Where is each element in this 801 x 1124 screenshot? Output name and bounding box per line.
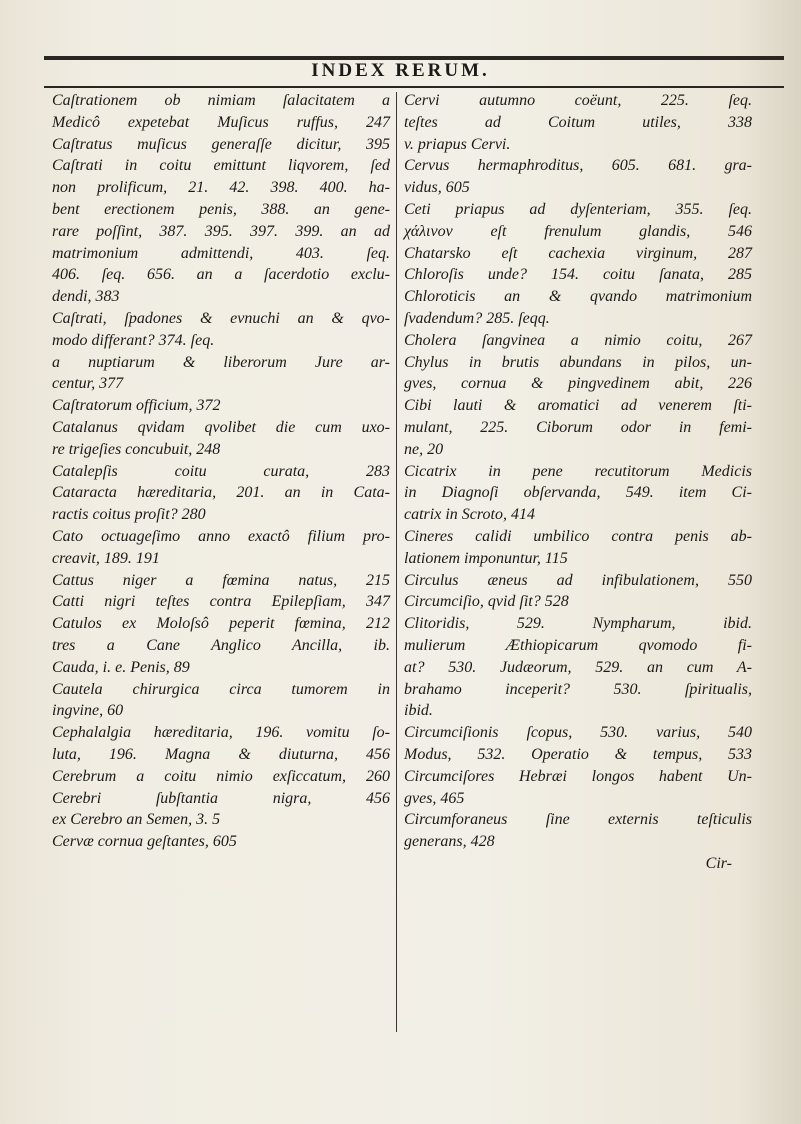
left-index-line: Medicô expetebat Muſicus ruffus, 247 bbox=[52, 113, 390, 131]
right-index-line: vidus, 605 bbox=[404, 179, 470, 197]
right-index-line: gves, cornua & pingvedinem abit, 226 bbox=[404, 375, 752, 393]
left-index-line: re trigeſies concubuit, 248 bbox=[52, 440, 221, 458]
left-index-line: Catulos ex Moloſsô peperit fœmina, 212 bbox=[52, 615, 390, 633]
left-column bbox=[52, 90, 390, 853]
right-index-line: Chloroſis unde? 154. coitu ſanata, 285 bbox=[404, 266, 752, 284]
right-index-line: at? 530. Judæorum, 529. an cum A- bbox=[404, 658, 752, 676]
left-index-line: Caſtratus muſicus generaſſe dicitur, 395 bbox=[52, 135, 390, 153]
right-index-line: Cineres calidi umbilico contra penis ab- bbox=[404, 527, 752, 545]
right-index-line: brahamo inceperit? 530. ſpiritualis, bbox=[404, 680, 752, 698]
right-index-line: generans, 428 bbox=[404, 833, 495, 851]
left-index-line: Catti nigri teſtes contra Epilepſiam, 347 bbox=[52, 593, 390, 611]
left-index-line: Caſtrationem ob nimiam ſalacitatem a bbox=[52, 92, 390, 109]
catchword: Cir- bbox=[705, 854, 732, 872]
left-index-line: Cauda, i. e. Penis, 89 bbox=[52, 658, 190, 676]
left-index-line: Caſtratorum officium, 372 bbox=[52, 397, 221, 415]
right-index-line: Cervi autumno coëunt, 225. ſeq. bbox=[404, 92, 752, 109]
right-column bbox=[404, 90, 752, 875]
right-index-line: Circumciſio, qvid ſit? 528 bbox=[404, 593, 569, 611]
right-index-line: ibid. bbox=[404, 702, 433, 720]
left-index-line: Cervæ cornua geſtantes, 605 bbox=[52, 833, 237, 851]
left-index-line: tres a Cane Anglico Ancilla, ib. bbox=[52, 636, 390, 654]
left-index-line: Caſtrati, ſpadones & evnuchi an & qvo- bbox=[52, 309, 390, 327]
left-index-line: Cephalalgia hæreditaria, 196. vomitu ſo- bbox=[52, 724, 390, 742]
right-index-line: Cervus hermaphroditus, 605. 681. gra- bbox=[404, 157, 752, 175]
left-index-line: luta, 196. Magna & diuturna, 456 bbox=[52, 745, 390, 763]
right-index-line: v. priapus Cervi. bbox=[404, 135, 511, 153]
right-index-line: χάλινον eſt frenulum glandis, 546 bbox=[404, 222, 752, 240]
left-index-line: 406. ſeq. 656. an a ſacerdotio exclu- bbox=[52, 266, 390, 284]
left-index-line: ex Cerebro an Semen, 3. 5 bbox=[52, 811, 221, 829]
left-index-line: creavit, 189. 191 bbox=[52, 549, 160, 567]
header-rule-bottom bbox=[44, 86, 784, 88]
right-index-line: Cibi lauti & aromatici ad venerem ſti- bbox=[404, 397, 752, 415]
left-index-line: a nuptiarum & liberorum Jure ar- bbox=[52, 353, 390, 371]
right-index-line: ne, 20 bbox=[404, 440, 444, 458]
right-index-line: Cholera ſangvinea a nimio coitu, 267 bbox=[404, 331, 752, 349]
right-index-line: Chloroticis an & qvando matrimonium bbox=[404, 288, 752, 306]
left-index-line: modo differant? 374. ſeq. bbox=[52, 331, 215, 349]
left-index-line: Cerebrum a coitu nimio exſiccatum, 260 bbox=[52, 767, 390, 785]
left-index-line: Caſtrati in coitu emittunt liqvorem, ſed bbox=[52, 157, 390, 175]
right-index-line: ſvadendum? 285. ſeqq. bbox=[404, 309, 550, 327]
right-index-line: lationem imponuntur, 115 bbox=[404, 549, 568, 567]
right-index-line: in Diagnoſi obſervanda, 549. item Ci- bbox=[404, 484, 752, 502]
right-index-line: catrix in Scroto, 414 bbox=[404, 506, 535, 524]
left-index-line: non prolificum, 21. 42. 398. 400. ha- bbox=[52, 179, 390, 197]
left-index-line: Cautela chirurgica circa tumorem in bbox=[52, 680, 390, 698]
right-index-line: mulierum Æthiopicarum qvomodo fi- bbox=[404, 636, 752, 654]
right-index-line: mulant, 225. Ciborum odor in femi- bbox=[404, 418, 752, 436]
left-index-line: bent erectionem penis, 388. an gene- bbox=[52, 200, 390, 218]
left-index-line: centur, 377 bbox=[52, 375, 124, 393]
right-index-line: Circumforaneus ſine externis teſticulis bbox=[404, 811, 752, 829]
left-index-line: Cato octuageſimo anno exactô filium pro- bbox=[52, 527, 390, 545]
left-index-line: Cataracta hæreditaria, 201. an in Cata- bbox=[52, 484, 390, 502]
right-index-line: Modus, 532. Operatio & tempus, 533 bbox=[404, 745, 752, 763]
right-index-line: gves, 465 bbox=[404, 789, 465, 807]
right-index-line: Chylus in brutis abundans in pilos, un- bbox=[404, 353, 752, 371]
right-index-line: Circumciſionis ſcopus, 530. varius, 540 bbox=[404, 724, 752, 742]
right-index-line: Chatarsko eſt cachexia virginum, 287 bbox=[404, 244, 752, 262]
page-header: INDEX RERUM. bbox=[311, 60, 490, 81]
left-index-line: Cattus niger a fœmina natus, 215 bbox=[52, 571, 390, 589]
left-index-line: Cerebri ſubſtantia nigra, 456 bbox=[52, 789, 390, 807]
right-index-line: Circumciſores Hebræi longos habent Un- bbox=[404, 767, 752, 785]
right-index-line: teſtes ad Coitum utiles, 338 bbox=[404, 113, 752, 131]
left-index-line: Catalanus qvidam qvolibet die cum uxo- bbox=[52, 418, 390, 436]
right-index-line: Cicatrix in pene recutitorum Medicis bbox=[404, 462, 752, 480]
right-index-line: Ceti priapus ad dyſenteriam, 355. ſeq. bbox=[404, 200, 752, 218]
right-index-line: Circulus æneus ad infibulationem, 550 bbox=[404, 571, 752, 589]
left-index-line: ingvine, 60 bbox=[52, 702, 124, 720]
left-index-line: Catalepſis coitu curata, 283 bbox=[52, 462, 390, 480]
left-index-line: rare poſſint, 387. 395. 397. 399. an ad bbox=[52, 222, 390, 240]
left-index-line: dendi, 383 bbox=[52, 288, 120, 306]
right-index-line: Clitoridis, 529. Nympharum, ibid. bbox=[404, 615, 752, 633]
left-index-line: ractis coitus proſit? 280 bbox=[52, 506, 206, 524]
column-divider bbox=[396, 92, 397, 1032]
left-index-line: matrimonium admittendi, 403. ſeq. bbox=[52, 244, 390, 262]
